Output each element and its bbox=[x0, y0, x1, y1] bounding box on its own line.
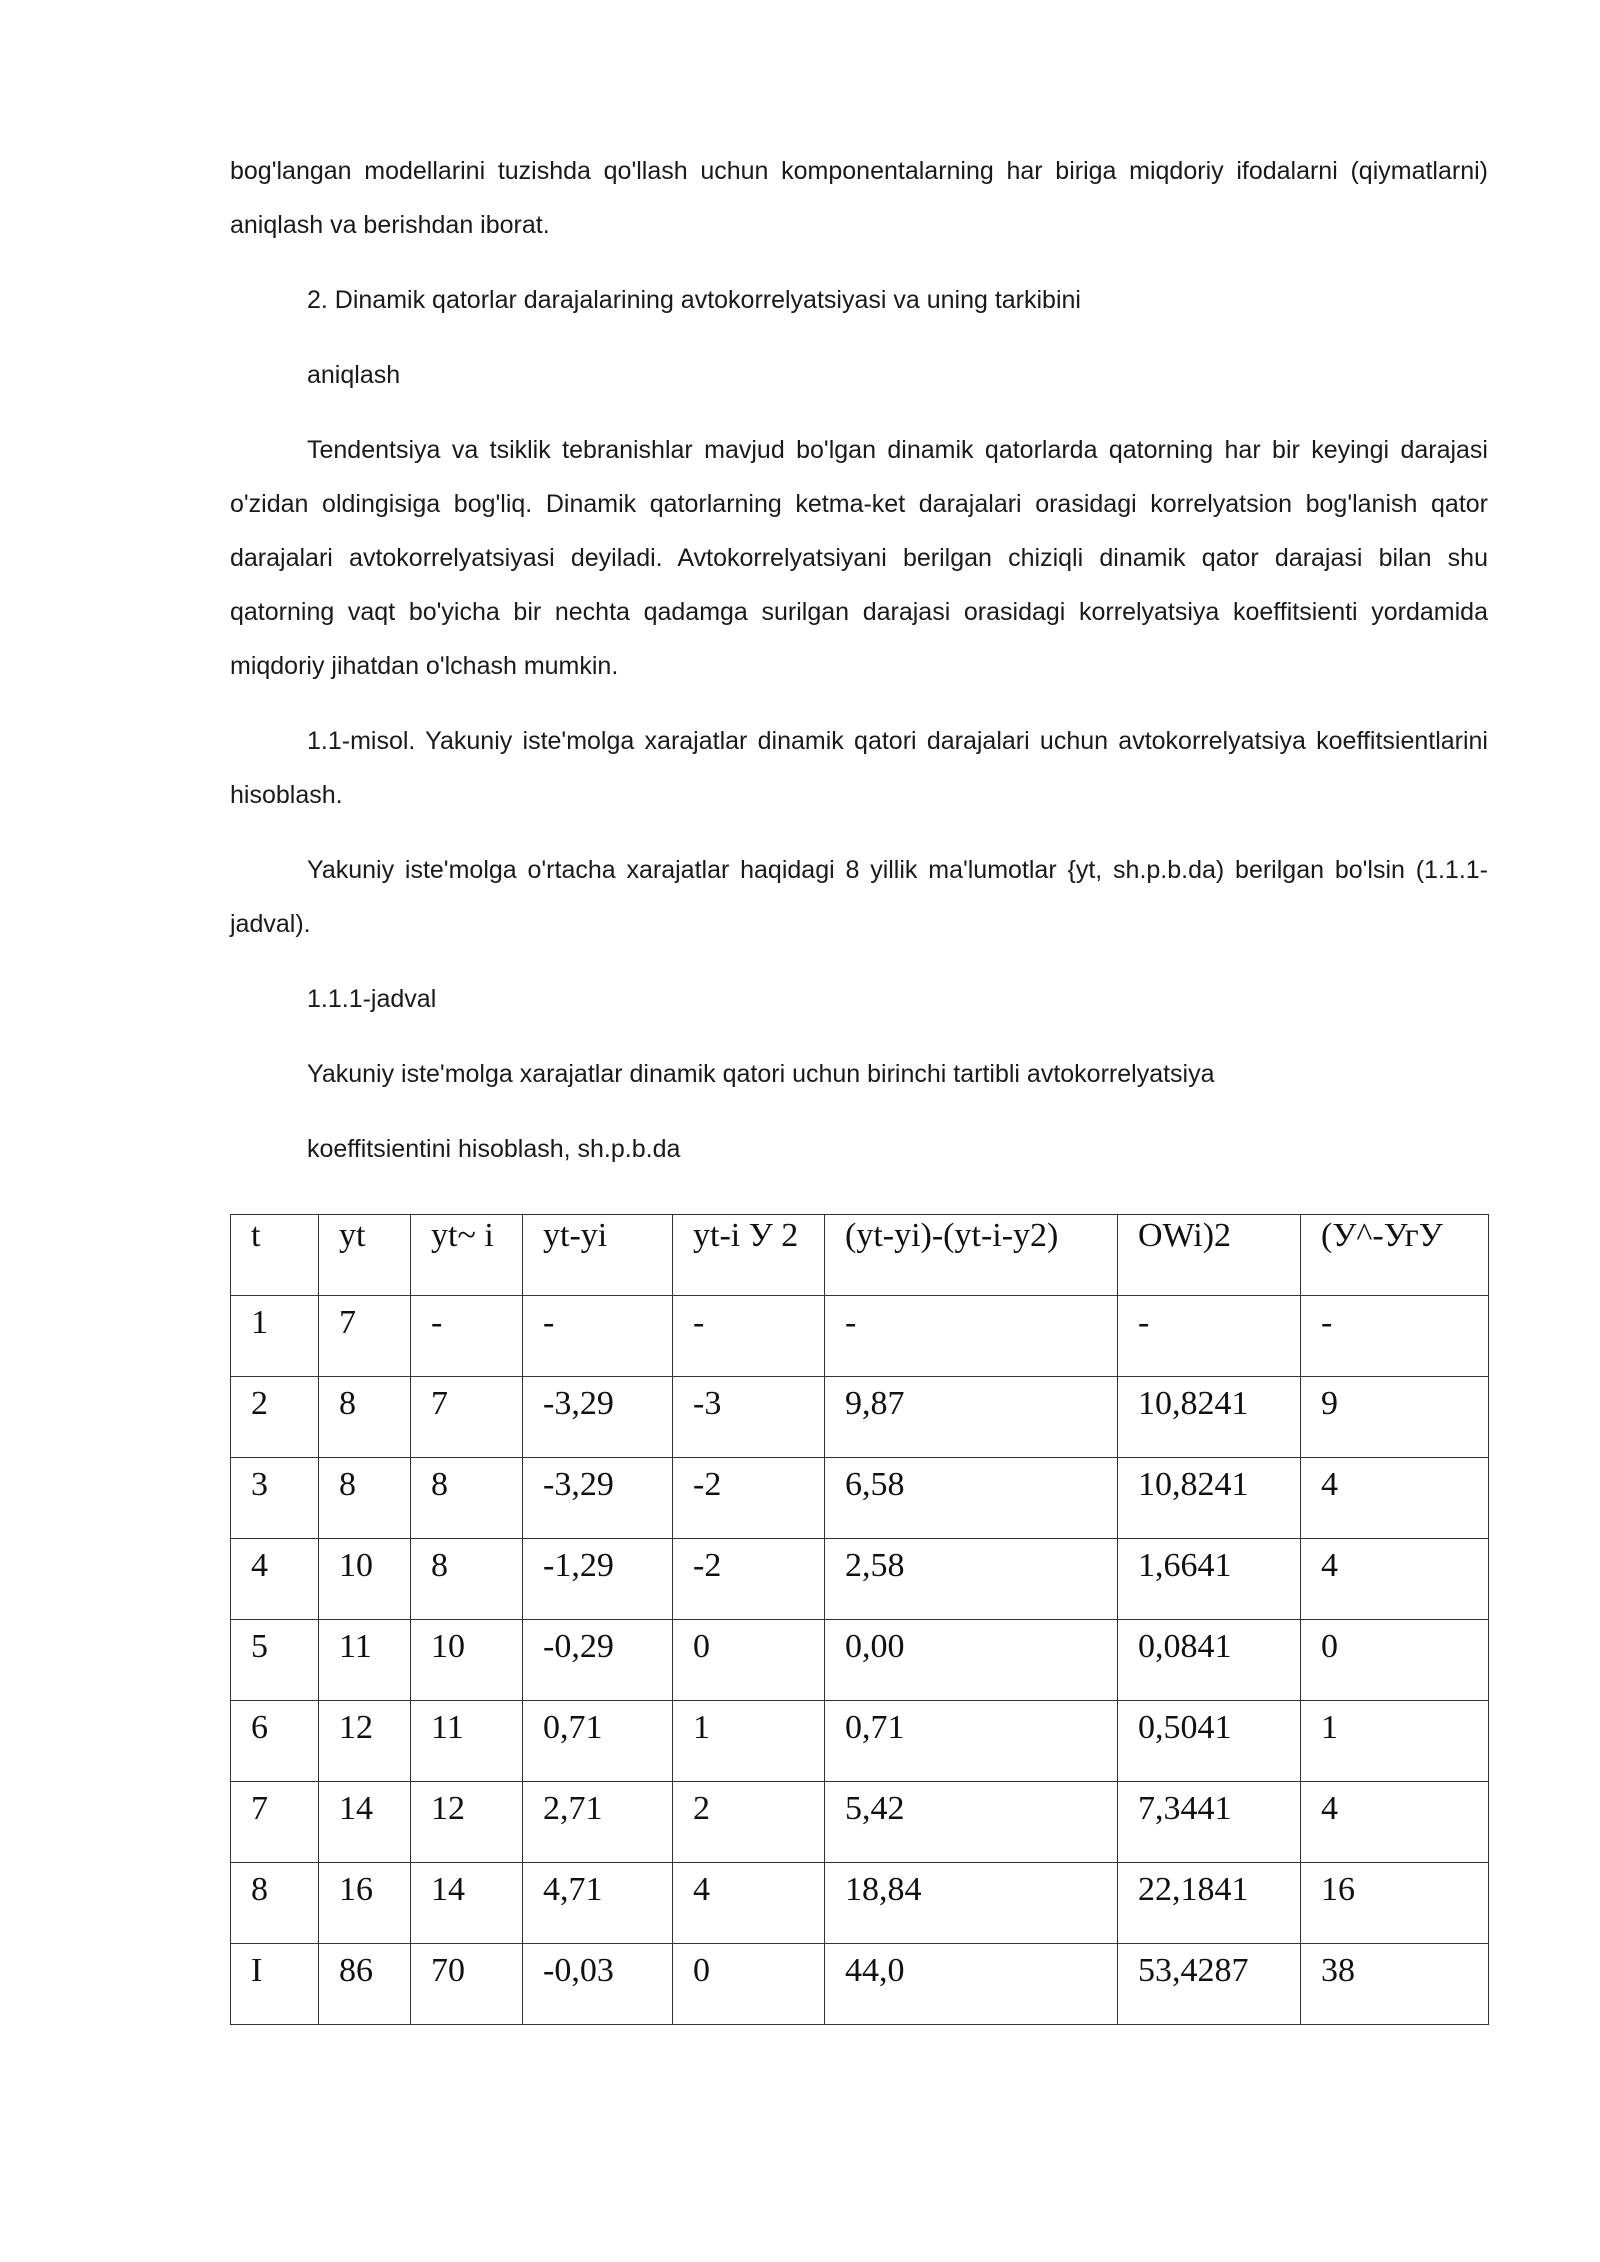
table-cell: 5,42 bbox=[825, 1782, 1118, 1863]
table-cell: -2 bbox=[673, 1458, 825, 1539]
table-cell: 14 bbox=[319, 1782, 411, 1863]
table-cell: 1 bbox=[673, 1701, 825, 1782]
section-heading: 2. Dinamik qatorlar darajalarining avtokorrelyatsiyasi va uning tarkibini bbox=[307, 286, 1081, 314]
data-intro-paragraph: Yakuniy iste'molga o'rtacha xarajatlar haqidagi 8 yillik ma'lumotlar {yt, sh.p.b.da) berilgan bo'lsin (1.1.1-jadval). bbox=[230, 856, 1488, 938]
header-cell: yt-yi bbox=[523, 1215, 673, 1296]
table-cell: 0 bbox=[673, 1620, 825, 1701]
table-cell: 0,5041 bbox=[1118, 1701, 1301, 1782]
header-cell: t bbox=[231, 1215, 319, 1296]
table-cell: 0 bbox=[673, 1944, 825, 2025]
table-caption-continuation: koeffitsientini hisoblash, sh.p.b.da bbox=[307, 1135, 681, 1163]
table-cell: - bbox=[523, 1296, 673, 1377]
table-cell: 1,6641 bbox=[1118, 1539, 1301, 1620]
intro-paragraph: bog'langan modellarini tuzishda qo'llash uchun komponentalarning har biriga miqdoriy ifodalarni (qiymatlarni) aniqlash va berishdan iborat. bbox=[230, 157, 1488, 239]
table-row bbox=[231, 1458, 1489, 1539]
table-cell: 4 bbox=[1301, 1539, 1489, 1620]
table-cell: 0,71 bbox=[825, 1701, 1118, 1782]
header-cell: (yt-yi)-(yt-i-y2) bbox=[825, 1215, 1118, 1296]
table-row bbox=[231, 1296, 1489, 1377]
table-cell: 2,71 bbox=[523, 1782, 673, 1863]
header-cell: yt~ i bbox=[411, 1215, 523, 1296]
header-cell: yt-i У 2 bbox=[673, 1215, 825, 1296]
table-cell: 2 bbox=[231, 1377, 319, 1458]
table-cell: 18,84 bbox=[825, 1863, 1118, 1944]
table-cell: - bbox=[411, 1296, 523, 1377]
table-cell: 2,58 bbox=[825, 1539, 1118, 1620]
table-cell: 7 bbox=[319, 1296, 411, 1377]
header-cell: (У^-УгУ bbox=[1301, 1215, 1489, 1296]
table-cell: 5 bbox=[231, 1620, 319, 1701]
table-cell: 11 bbox=[411, 1701, 523, 1782]
table-cell: 14 bbox=[411, 1863, 523, 1944]
table-cell: 7 bbox=[231, 1782, 319, 1863]
table-cell: 12 bbox=[319, 1701, 411, 1782]
table-cell: 10 bbox=[319, 1539, 411, 1620]
autocorrelation-paragraph: Tendentsiya va tsiklik tebranishlar mavjud bo'lgan dinamik qatorlarda qatorning har bir keyingi darajasi o'zidan oldingisiga bog'liq. Dinamik qatorlarning ketma-ket darajalari orasidagi korrelyatsion bog'lanish qator darajalari avtokorrelyatsiyasi deyiladi. Avtokorrelyatsiyani berilgan chiziqli dinamik qator darajasi bilan shu qatorning vaqt bo'yicha bir nechta qadamga surilgan darajasi orasidagi korrelyatsiya koeffitsienti yordamida miqdoriy jihatdan o'lchash mumkin. bbox=[230, 436, 1488, 680]
table-cell: 8 bbox=[319, 1458, 411, 1539]
table-cell: 4 bbox=[1301, 1782, 1489, 1863]
table-cell: -0,03 bbox=[523, 1944, 673, 2025]
table-row bbox=[231, 1782, 1489, 1863]
table-cell: - bbox=[1118, 1296, 1301, 1377]
table-row bbox=[231, 1701, 1489, 1782]
table-cell: - bbox=[825, 1296, 1118, 1377]
table-row bbox=[231, 1620, 1489, 1701]
table-cell: -0,29 bbox=[523, 1620, 673, 1701]
table-cell: 38 bbox=[1301, 1944, 1489, 2025]
table-cell: 0,00 bbox=[825, 1620, 1118, 1701]
table-cell: - bbox=[673, 1296, 825, 1377]
table-cell: 8 bbox=[231, 1863, 319, 1944]
table-cell: 7,3441 bbox=[1118, 1782, 1301, 1863]
table-cell: 8 bbox=[411, 1539, 523, 1620]
table-cell: 0,0841 bbox=[1118, 1620, 1301, 1701]
header-cell: OWi)2 bbox=[1118, 1215, 1301, 1296]
table-header-row bbox=[231, 1215, 1489, 1296]
table-row bbox=[231, 1863, 1489, 1944]
table-cell: 4 bbox=[1301, 1458, 1489, 1539]
table-cell: 11 bbox=[319, 1620, 411, 1701]
table-cell: 16 bbox=[319, 1863, 411, 1944]
header-cell: yt bbox=[319, 1215, 411, 1296]
table-cell: 10,8241 bbox=[1118, 1377, 1301, 1458]
section-heading-continuation: aniqlash bbox=[307, 361, 401, 389]
table-cell: 16 bbox=[1301, 1863, 1489, 1944]
table-cell: 6,58 bbox=[825, 1458, 1118, 1539]
table-cell: -3,29 bbox=[523, 1377, 673, 1458]
table-cell: I bbox=[231, 1944, 319, 2025]
table-label: 1.1.1-jadval bbox=[307, 985, 437, 1013]
table-cell: 1 bbox=[231, 1296, 319, 1377]
body-text bbox=[230, 144, 1488, 1176]
table-cell: 0 bbox=[1301, 1620, 1489, 1701]
table-cell: 4,71 bbox=[523, 1863, 673, 1944]
table-cell: 6 bbox=[231, 1701, 319, 1782]
table-cell: 4 bbox=[673, 1863, 825, 1944]
table-cell: 44,0 bbox=[825, 1944, 1118, 2025]
table-cell: -1,29 bbox=[523, 1539, 673, 1620]
table-cell: -2 bbox=[673, 1539, 825, 1620]
table-cell: 4 bbox=[231, 1539, 319, 1620]
example-paragraph: 1.1-misol. Yakuniy iste'molga xarajatlar dinamik qatori darajalari uchun avtokorrelyatsiya koeffitsientlarini hisoblash. bbox=[230, 727, 1488, 809]
table-cell: 9 bbox=[1301, 1377, 1489, 1458]
table-cell: 7 bbox=[411, 1377, 523, 1458]
table-cell: -3 bbox=[673, 1377, 825, 1458]
table-caption: Yakuniy iste'molga xarajatlar dinamik qatori uchun birinchi tartibli avtokorrelyatsiya bbox=[307, 1060, 1215, 1088]
table-cell: 0,71 bbox=[523, 1701, 673, 1782]
table-cell: 10 bbox=[411, 1620, 523, 1701]
table-row bbox=[231, 1377, 1489, 1458]
table-cell: 8 bbox=[319, 1377, 411, 1458]
table-cell: 2 bbox=[673, 1782, 825, 1863]
table-cell: 10,8241 bbox=[1118, 1458, 1301, 1539]
table-row bbox=[231, 1539, 1489, 1620]
table-cell: 53,4287 bbox=[1118, 1944, 1301, 2025]
table-cell: - bbox=[1301, 1296, 1489, 1377]
autocorrelation-table bbox=[230, 1214, 1489, 2025]
table-cell: 8 bbox=[411, 1458, 523, 1539]
table-cell: 70 bbox=[411, 1944, 523, 2025]
table-cell: 9,87 bbox=[825, 1377, 1118, 1458]
table-cell: 12 bbox=[411, 1782, 523, 1863]
table-cell: 86 bbox=[319, 1944, 411, 2025]
table-cell: -3,29 bbox=[523, 1458, 673, 1539]
table-total-row bbox=[231, 1944, 1489, 2025]
table-cell: 22,1841 bbox=[1118, 1863, 1301, 1944]
table-cell: 3 bbox=[231, 1458, 319, 1539]
table-cell: 1 bbox=[1301, 1701, 1489, 1782]
